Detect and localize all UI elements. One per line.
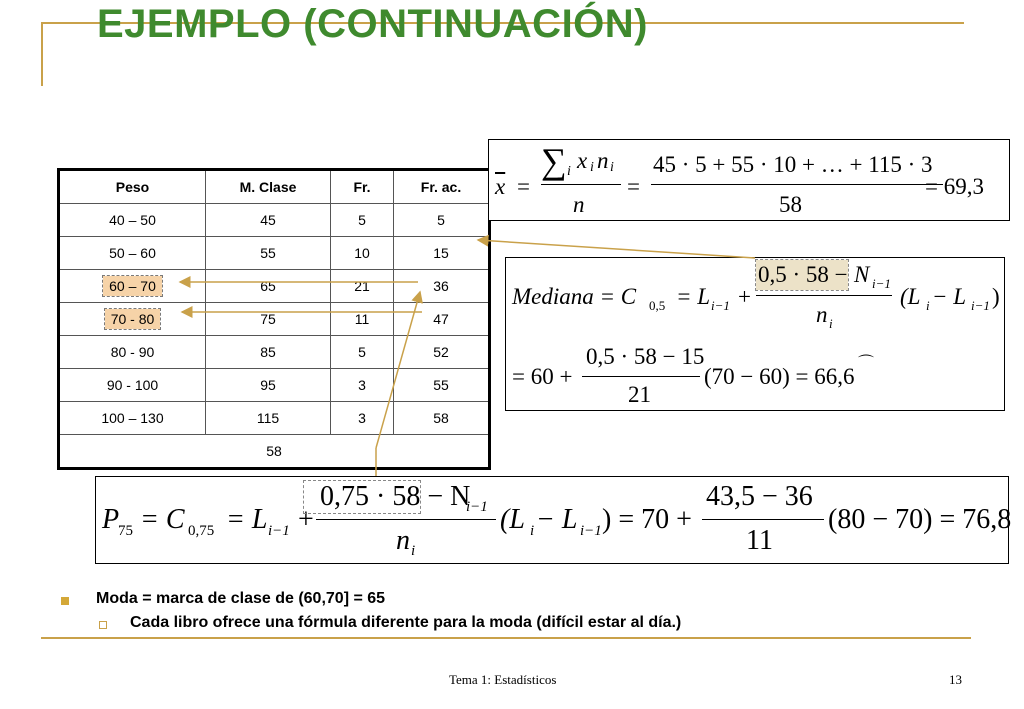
p75-eq2: = L <box>226 504 268 535</box>
mean-expr-numerator: 45 · 5 + 55 · 10 + … + 115 · 3 <box>653 152 933 177</box>
table-row <box>59 402 490 435</box>
arrow-to-median-row <box>478 240 755 258</box>
p75-eq1: = C <box>140 504 185 535</box>
mean-result: = 69,3 <box>925 174 984 199</box>
median-line2-end: (70 − 60) = 66,6 <box>704 364 855 389</box>
fraction-bar <box>316 519 496 520</box>
table-cell: 40 – 50 <box>59 204 206 237</box>
median-line2-denominator: 21 <box>628 382 651 407</box>
left-vertical-rule <box>41 22 43 86</box>
sub-bullet-checkbox-icon <box>99 621 107 629</box>
header-cell: Fr. <box>331 170 394 204</box>
table-total-row <box>59 435 490 469</box>
table-cell: 90 - 100 <box>59 369 206 402</box>
xbar-symbol: $\overline{x}$ <box>495 174 506 199</box>
table-cell: 3 <box>331 369 394 402</box>
p75-paren-sub2: i−1 <box>580 523 602 539</box>
mean-expr-denominator: 58 <box>779 192 802 217</box>
table-row <box>59 303 490 336</box>
table-cell: 15 <box>394 237 490 270</box>
table-cell-highlighted <box>59 303 206 336</box>
header-cell: Fr. ac. <box>394 170 490 204</box>
numerator-x-sub: i <box>590 160 594 175</box>
p75-formula-box <box>95 476 1012 564</box>
median-numerator-n: N <box>854 262 870 287</box>
table-cell: 52 <box>394 336 490 369</box>
p75-denominator2: 11 <box>746 525 773 556</box>
header-cell: Peso <box>59 170 206 204</box>
table-cell: 10 <box>331 237 394 270</box>
table-row <box>59 369 490 402</box>
table-row <box>59 270 490 303</box>
fraction-bar <box>541 184 621 185</box>
p75-paren-close: ) = 70 + <box>602 504 692 535</box>
median-lhs: Mediana = C <box>512 284 637 309</box>
bullet-sub: Cada libro ofrece una fórmula diferente para la moda (difícil estar al día.) <box>130 614 682 631</box>
median-numerator: 0,5 · 58 − <box>758 262 848 287</box>
sum-symbol: ∑ <box>541 141 567 181</box>
p75-tail: (80 − 70) = 76,8 <box>828 504 1012 535</box>
page-number: 13 <box>949 672 962 687</box>
median-line2-numerator: 0,5 · 58 − 15 <box>586 344 705 369</box>
table-cell: 100 – 130 <box>59 402 206 435</box>
highlight-box: 70 - 80 <box>105 309 161 329</box>
header-cell: M. Clase <box>206 170 331 204</box>
table-cell: 95 <box>206 369 331 402</box>
denominator-n: n <box>573 192 585 217</box>
table-cell: 5 <box>331 336 394 369</box>
p75-paren-mid: − L <box>536 504 578 535</box>
table-cell: 55 <box>206 237 331 270</box>
table-cell: 47 <box>394 303 490 336</box>
numerator-n: n <box>597 148 609 173</box>
table-cell: 80 - 90 <box>59 336 206 369</box>
table-cell: 75 <box>206 303 331 336</box>
table-cell: 65 <box>206 270 331 303</box>
median-numerator-n-sub: i−1 <box>872 276 891 291</box>
page-title: EJEMPLO (CONTINUACIÓN) <box>97 2 648 46</box>
fraction-bar <box>702 519 824 520</box>
p75-numerator2: 43,5 − 36 <box>706 481 813 512</box>
table-cell: 21 <box>331 270 394 303</box>
frequency-table <box>57 168 491 470</box>
equals-sign: = <box>517 174 530 199</box>
p75-c-sub: 0,75 <box>188 523 215 539</box>
numerator-x: x <box>577 148 588 173</box>
median-plus: + <box>738 284 751 309</box>
p75-denominator-sub: i <box>411 543 416 559</box>
p75-plus: + <box>298 504 314 535</box>
sum-subscript: i <box>567 164 571 179</box>
table-cell: 58 <box>394 402 490 435</box>
table-cell: 11 <box>331 303 394 336</box>
median-denominator: n <box>816 302 828 327</box>
footer-text: Tema 1: Estadísticos <box>449 672 557 687</box>
median-eq-sub: i−1 <box>711 298 730 313</box>
table-cell: 85 <box>206 336 331 369</box>
bullet-square-icon <box>61 597 69 605</box>
median-formula-box <box>505 257 1005 411</box>
table-total: 58 <box>59 435 490 469</box>
p75-l-sub: i−1 <box>268 523 290 539</box>
highlight-box: 60 – 70 <box>103 276 162 296</box>
repeating-decimal-arc: ⌒ <box>858 355 875 372</box>
table-header-row <box>59 170 490 204</box>
median-paren: (L <box>900 284 921 309</box>
mean-formula-box <box>488 139 1010 221</box>
p75-numerator: 0,75 · 58 − N <box>320 481 471 512</box>
equals-sign: = <box>627 174 640 199</box>
bullet-main: Moda = marca de clase de (60,70] = 65 <box>96 590 386 607</box>
p75-numerator-sub: i−1 <box>466 499 488 515</box>
p75-p-sub: 75 <box>118 523 133 539</box>
table-row <box>59 204 490 237</box>
p75-denominator: n <box>396 525 410 556</box>
table-cell-highlighted <box>59 270 206 303</box>
p75-paren-sub1: i <box>530 523 535 539</box>
table-cell: 115 <box>206 402 331 435</box>
table-cell: 45 <box>206 204 331 237</box>
table-cell: 3 <box>331 402 394 435</box>
table-cell: 5 <box>331 204 394 237</box>
table-row <box>59 336 490 369</box>
median-lhs-sub: 0,5 <box>649 298 666 313</box>
median-paren-mid: − L <box>932 284 967 309</box>
fraction-bar <box>756 295 892 296</box>
median-paren-sub1: i <box>926 298 930 313</box>
table-cell: 50 – 60 <box>59 237 206 270</box>
table-cell: 55 <box>394 369 490 402</box>
fraction-bar <box>651 184 943 185</box>
p75-paren: (L <box>500 504 525 535</box>
table-row <box>59 237 490 270</box>
p75-p: P <box>102 504 120 535</box>
median-paren-close: ) <box>992 284 1000 309</box>
median-denominator-sub: i <box>829 316 833 331</box>
table-cell: 5 <box>394 204 490 237</box>
fraction-bar <box>582 376 700 377</box>
median-line2-start: = 60 + <box>512 364 573 389</box>
table-cell: 36 <box>394 270 490 303</box>
median-eq: = L <box>676 284 711 309</box>
median-paren-sub2: i−1 <box>971 298 990 313</box>
footer-rule <box>41 637 971 639</box>
numerator-n-sub: i <box>610 160 614 175</box>
